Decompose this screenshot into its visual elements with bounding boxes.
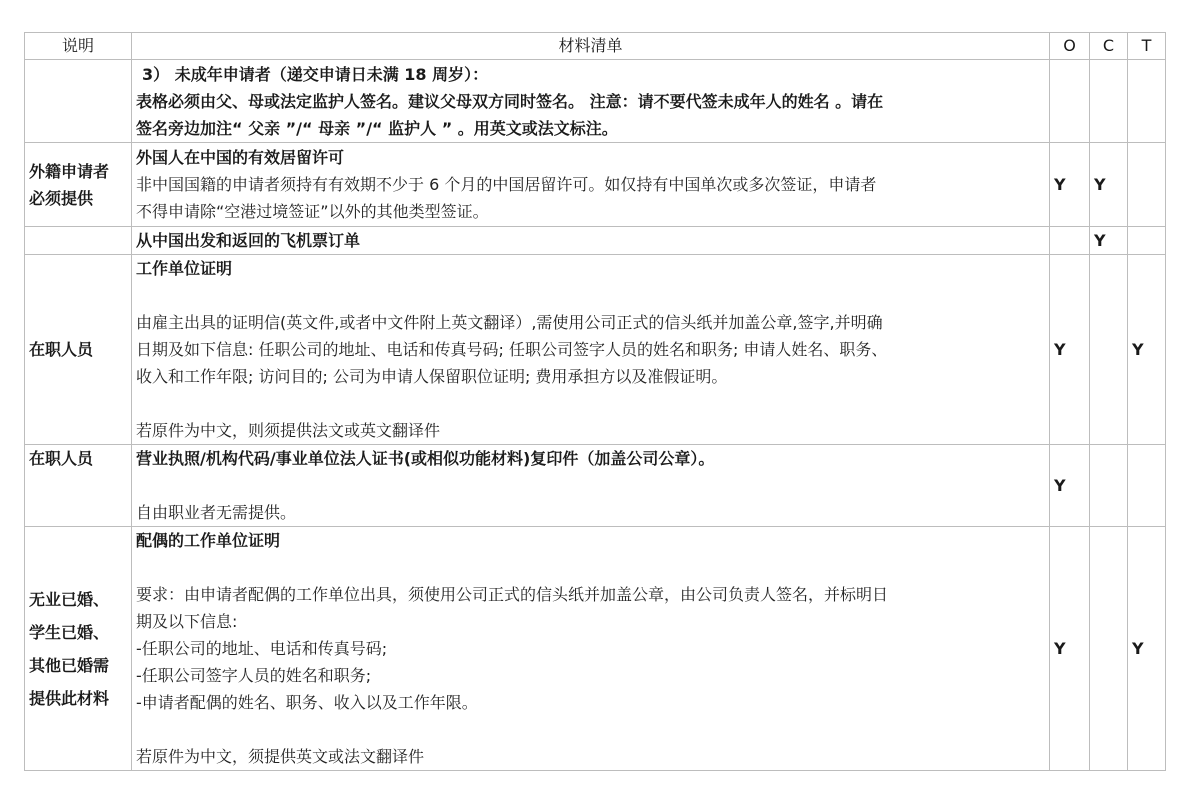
material-note: 若原件为中文，须提供英文或法文翻译件 [136,747,425,766]
table-row [25,255,1166,445]
materials-table [24,32,1166,771]
row-description [25,227,132,255]
row-c [1090,527,1128,771]
row-description [25,60,132,143]
header-t: T [1128,33,1166,60]
row-c: Y [1090,143,1128,227]
row-t [1128,445,1166,527]
row-description: 在职人员 [25,445,132,527]
material-line: 不得申请除“空港过境签证”以外的其他类型签证。 [136,202,489,221]
row-description: 无业已婚、 学生已婚、 其他已婚需 提供此材料 [25,527,132,771]
material-title: 外国人在中国的有效居留许可 [136,148,345,167]
material-line: 非中国国籍的申请者须持有有效期不少于 6 个月的中国居留许可。如仅持有中国单次或多次签证，申请者 [136,175,877,194]
row-c: Y [1090,227,1128,255]
header-description: 说明 [25,33,132,60]
row-t [1128,227,1166,255]
material-line: 要求：由申请者配偶的工作单位出具，须使用公司正式的信头纸并加盖公章，由公司负责人签名，并标明日 [136,585,889,604]
material-line: 收入和工作年限; 访问目的; 公司为申请人保留职位证明; 费用承担方以及准假证明。 [136,367,728,386]
material-title: 从中国出发和返回的飞机票订单 [136,231,361,250]
material-line: 期及以下信息: [136,612,238,631]
row-material [132,60,1050,143]
row-t: Y [1128,255,1166,445]
row-description: 在职人员 [25,255,132,445]
row-o: Y [1050,143,1090,227]
material-line: 由雇主出具的证明信(英文件,或者中文件附上英文翻译）,需使用公司正式的信头纸并加盖公章,签字,并明确 [136,313,883,332]
table-row [25,143,1166,227]
row-material [132,527,1050,771]
row-o [1050,60,1090,143]
material-line: -任职公司的地址、电话和传真号码; [136,639,388,658]
material-line: 表格必须由父、母或法定监护人签名。建议父母双方同时签名。 注意：请不要代签未成年人的姓名 。请在 [136,91,884,111]
row-material [132,445,1050,527]
material-line: -申请者配偶的姓名、职务、收入以及工作年限。 [136,693,478,712]
row-c [1090,60,1128,143]
row-o: Y [1050,445,1090,527]
material-note: 若原件为中文，则须提供法文或英文翻译件 [136,421,441,440]
table-row [25,527,1166,771]
row-c [1090,445,1128,527]
row-t [1128,60,1166,143]
material-note: 自由职业者无需提供。 [136,503,297,522]
table-header-row [25,33,1166,60]
row-o [1050,227,1090,255]
material-title: 工作单位证明 [136,259,233,278]
row-o: Y [1050,255,1090,445]
material-line: 签名旁边加注“ 父亲 ”/“ 母亲 ”/“ 监护人 ” 。用英文或法文标注。 [136,118,618,138]
row-t: Y [1128,527,1166,771]
row-material [132,143,1050,227]
row-c [1090,255,1128,445]
table-row [25,227,1166,255]
row-description: 外籍申请者 必须提供 [25,143,132,227]
material-line: 日期及如下信息: 任职公司的地址、电话和传真号码; 任职公司签字人员的姓名和职务; 申请人姓名、职务、 [136,340,888,359]
material-line: 3） 未成年申请者（递交申请日未满 18 周岁）： [142,64,489,84]
material-line: -任职公司签字人员的姓名和职务; [136,666,372,685]
material-title: 配偶的工作单位证明 [136,531,281,550]
header-c: C [1090,33,1128,60]
row-material [132,255,1050,445]
row-o: Y [1050,527,1090,771]
row-t [1128,143,1166,227]
header-o: O [1050,33,1090,60]
row-material [132,227,1050,255]
table-row [25,60,1166,143]
material-title: 营业执照/机构代码/事业单位法人证书(或相似功能材料)复印件（加盖公司公章）。 [136,449,715,468]
table-row [25,445,1166,527]
header-material-list: 材料清单 [132,33,1050,60]
